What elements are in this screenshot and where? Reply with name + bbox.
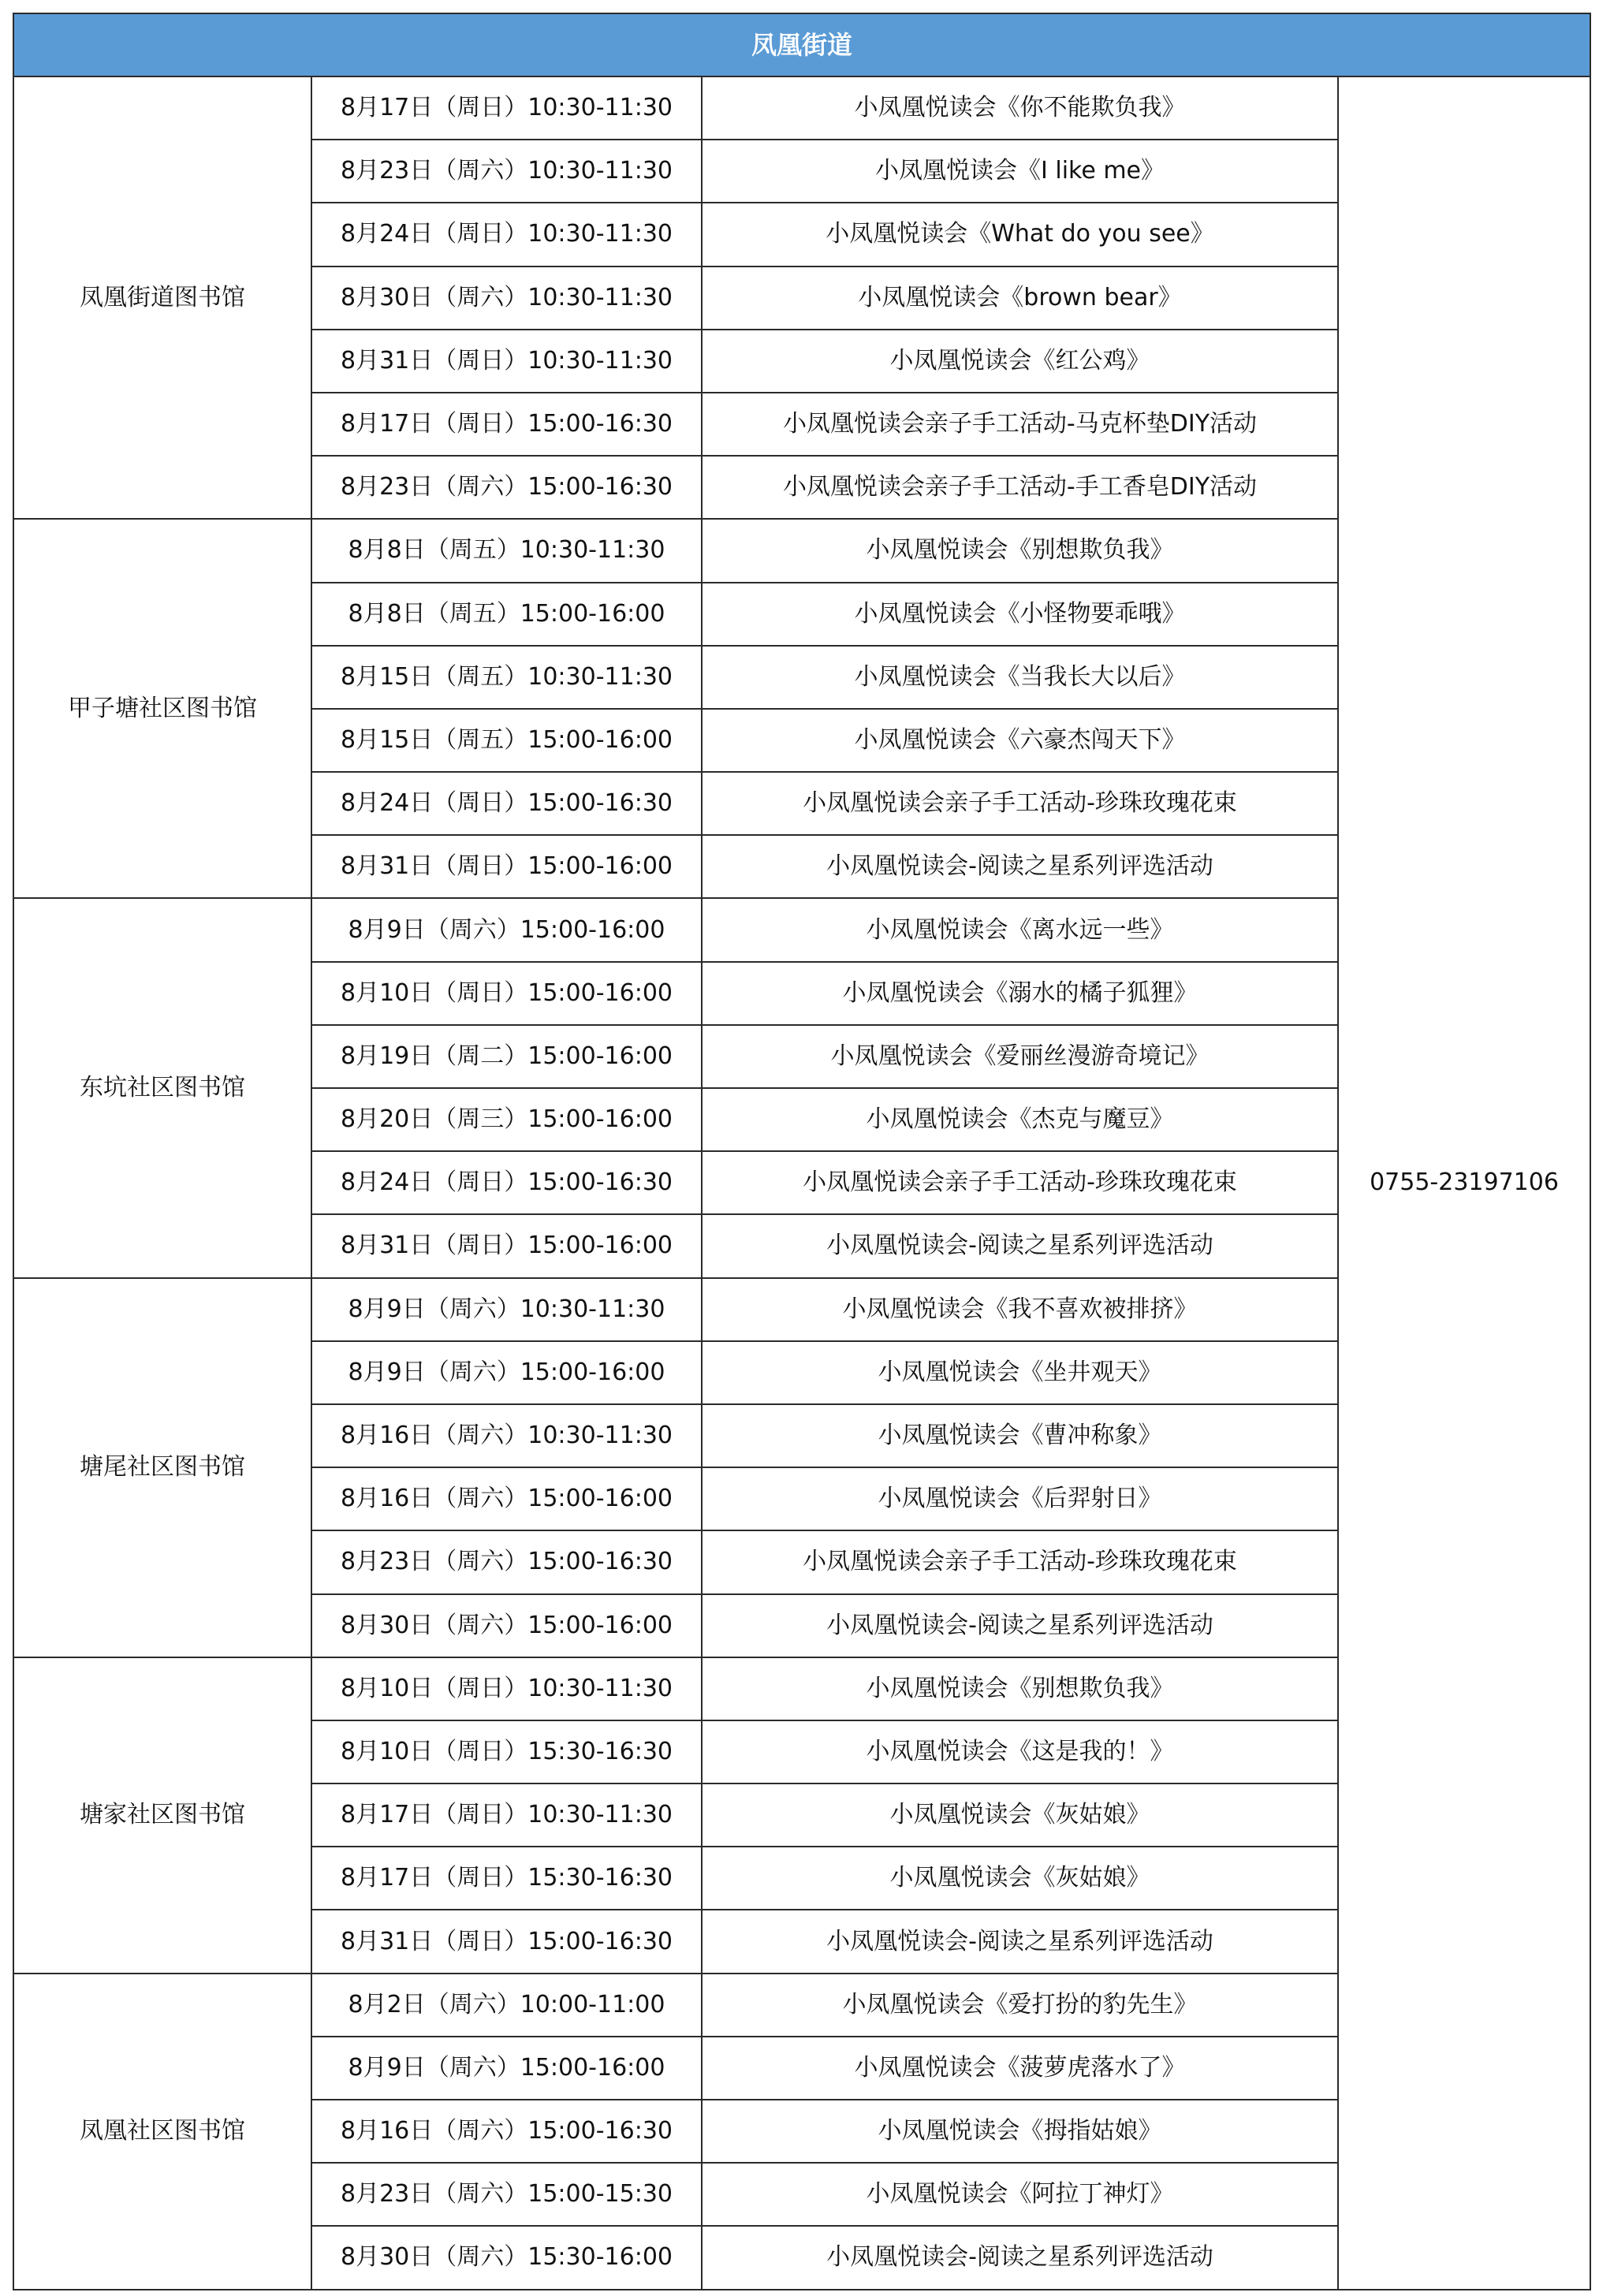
- library-name-cell: 凤凰社区图书馆: [13, 1974, 311, 2290]
- event-time-cell: 8月30日（周六）10:30-11:30: [311, 266, 702, 330]
- event-activity-cell: 小凤凰悦读会《I like me》: [702, 140, 1338, 203]
- event-activity-cell: 小凤凰悦读会《别想欺负我》: [702, 519, 1338, 582]
- library-name-cell: 凤凰街道图书馆: [13, 76, 311, 519]
- event-time-cell: 8月15日（周五）15:00-16:00: [311, 709, 702, 772]
- event-activity-cell: 小凤凰悦读会-阅读之星系列评选活动: [702, 835, 1338, 898]
- table-header-row: [13, 13, 1590, 76]
- event-time-cell: 8月23日（周六）15:00-16:30: [311, 456, 702, 519]
- event-time-cell: 8月24日（周日）10:30-11:30: [311, 203, 702, 266]
- event-time-cell: 8月31日（周日）15:00-16:00: [311, 1214, 702, 1277]
- event-time-cell: 8月17日（周日）10:30-11:30: [311, 76, 702, 140]
- library-name-cell: 东坑社区图书馆: [13, 898, 311, 1277]
- event-time-cell: 8月24日（周日）15:00-16:30: [311, 1151, 702, 1214]
- event-activity-cell: 小凤凰悦读会《小怪物要乖哦》: [702, 583, 1338, 646]
- table-title: 凤凰街道: [13, 13, 1590, 76]
- event-time-cell: 8月31日（周日）15:00-16:30: [311, 1910, 702, 1973]
- event-time-cell: 8月10日（周日）15:30-16:30: [311, 1720, 702, 1784]
- event-time-cell: 8月23日（周六）10:30-11:30: [311, 140, 702, 203]
- event-activity-cell: 小凤凰悦读会《爱丽丝漫游奇境记》: [702, 1025, 1338, 1088]
- event-activity-cell: 小凤凰悦读会-阅读之星系列评选活动: [702, 2226, 1338, 2289]
- event-time-cell: 8月20日（周三）15:00-16:00: [311, 1088, 702, 1151]
- event-activity-cell: 小凤凰悦读会《爱打扮的豹先生》: [702, 1974, 1338, 2037]
- event-time-cell: 8月10日（周日）10:30-11:30: [311, 1657, 702, 1720]
- event-time-cell: 8月16日（周六）15:00-16:00: [311, 1467, 702, 1530]
- event-activity-cell: 小凤凰悦读会《灰姑娘》: [702, 1784, 1338, 1847]
- contact-phone-cell: 0755-23197106: [1338, 76, 1590, 2290]
- event-activity-cell: 小凤凰悦读会《红公鸡》: [702, 330, 1338, 393]
- event-time-cell: 8月9日（周六）15:00-16:00: [311, 2037, 702, 2100]
- event-activity-cell: 小凤凰悦读会《阿拉丁神灯》: [702, 2163, 1338, 2226]
- event-time-cell: 8月31日（周日）10:30-11:30: [311, 330, 702, 393]
- event-activity-cell: 小凤凰悦读会《What do you see》: [702, 203, 1338, 266]
- event-activity-cell: 小凤凰悦读会亲子手工活动-珍珠玫瑰花束: [702, 772, 1338, 835]
- event-activity-cell: 小凤凰悦读会-阅读之星系列评选活动: [702, 1594, 1338, 1657]
- library-name-cell: 塘家社区图书馆: [13, 1657, 311, 1974]
- event-time-cell: 8月2日（周六）10:00-11:00: [311, 1974, 702, 2037]
- event-activity-cell: 小凤凰悦读会《brown bear》: [702, 266, 1338, 330]
- event-activity-cell: 小凤凰悦读会-阅读之星系列评选活动: [702, 1910, 1338, 1973]
- event-time-cell: 8月8日（周五）10:30-11:30: [311, 519, 702, 582]
- event-time-cell: 8月23日（周六）15:00-16:30: [311, 1530, 702, 1593]
- event-time-cell: 8月8日（周五）15:00-16:00: [311, 583, 702, 646]
- event-activity-cell: 小凤凰悦读会亲子手工活动-珍珠玫瑰花束: [702, 1530, 1338, 1593]
- library-name-cell: 塘尾社区图书馆: [13, 1278, 311, 1657]
- event-time-cell: 8月17日（周日）10:30-11:30: [311, 1784, 702, 1847]
- event-activity-cell: 小凤凰悦读会《六豪杰闯天下》: [702, 709, 1338, 772]
- event-activity-cell: 小凤凰悦读会亲子手工活动-珍珠玫瑰花束: [702, 1151, 1338, 1214]
- event-time-cell: 8月9日（周六）15:00-16:00: [311, 898, 702, 961]
- event-activity-cell: 小凤凰悦读会《拇指姑娘》: [702, 2100, 1338, 2163]
- schedule-frame: [13, 13, 1590, 2291]
- event-activity-cell: 小凤凰悦读会-阅读之星系列评选活动: [702, 1214, 1338, 1277]
- event-activity-cell: 小凤凰悦读会亲子手工活动-马克杯垫DIY活动: [702, 393, 1338, 456]
- event-activity-cell: 小凤凰悦读会亲子手工活动-手工香皂DIY活动: [702, 456, 1338, 519]
- event-activity-cell: 小凤凰悦读会《曹冲称象》: [702, 1404, 1338, 1467]
- event-time-cell: 8月9日（周六）10:30-11:30: [311, 1278, 702, 1341]
- event-time-cell: 8月23日（周六）15:00-15:30: [311, 2163, 702, 2226]
- event-activity-cell: 小凤凰悦读会《灰姑娘》: [702, 1847, 1338, 1910]
- table-body: [13, 76, 1590, 2290]
- event-activity-cell: 小凤凰悦读会《后羿射日》: [702, 1467, 1338, 1530]
- event-time-cell: 8月16日（周六）15:00-16:30: [311, 2100, 702, 2163]
- event-activity-cell: 小凤凰悦读会《离水远一些》: [702, 898, 1338, 961]
- event-time-cell: 8月31日（周日）15:00-16:00: [311, 835, 702, 898]
- event-time-cell: 8月30日（周六）15:00-16:00: [311, 1594, 702, 1657]
- event-activity-cell: 小凤凰悦读会《杰克与魔豆》: [702, 1088, 1338, 1151]
- event-activity-cell: 小凤凰悦读会《溺水的橘子狐狸》: [702, 962, 1338, 1025]
- event-time-cell: 8月19日（周二）15:00-16:00: [311, 1025, 702, 1088]
- event-time-cell: 8月17日（周日）15:30-16:30: [311, 1847, 702, 1910]
- library-name-cell: 甲子塘社区图书馆: [13, 519, 311, 898]
- event-time-cell: 8月15日（周五）10:30-11:30: [311, 646, 702, 709]
- event-activity-cell: 小凤凰悦读会《当我长大以后》: [702, 646, 1338, 709]
- event-activity-cell: 小凤凰悦读会《坐井观天》: [702, 1341, 1338, 1404]
- event-time-cell: 8月9日（周六）15:00-16:00: [311, 1341, 702, 1404]
- event-time-cell: 8月24日（周日）15:00-16:30: [311, 772, 702, 835]
- event-schedule-table: [13, 13, 1591, 2290]
- event-activity-cell: 小凤凰悦读会《别想欺负我》: [702, 1657, 1338, 1720]
- event-activity-cell: 小凤凰悦读会《我不喜欢被排挤》: [702, 1278, 1338, 1341]
- event-activity-cell: 小凤凰悦读会《菠萝虎落水了》: [702, 2037, 1338, 2100]
- event-activity-cell: 小凤凰悦读会《你不能欺负我》: [702, 76, 1338, 140]
- event-activity-cell: 小凤凰悦读会《这是我的！》: [702, 1720, 1338, 1784]
- event-time-cell: 8月30日（周六）15:30-16:00: [311, 2226, 702, 2289]
- event-time-cell: 8月17日（周日）15:00-16:30: [311, 393, 702, 456]
- event-time-cell: 8月10日（周日）15:00-16:00: [311, 962, 702, 1025]
- table-row: [13, 76, 1590, 140]
- event-time-cell: 8月16日（周六）10:30-11:30: [311, 1404, 702, 1467]
